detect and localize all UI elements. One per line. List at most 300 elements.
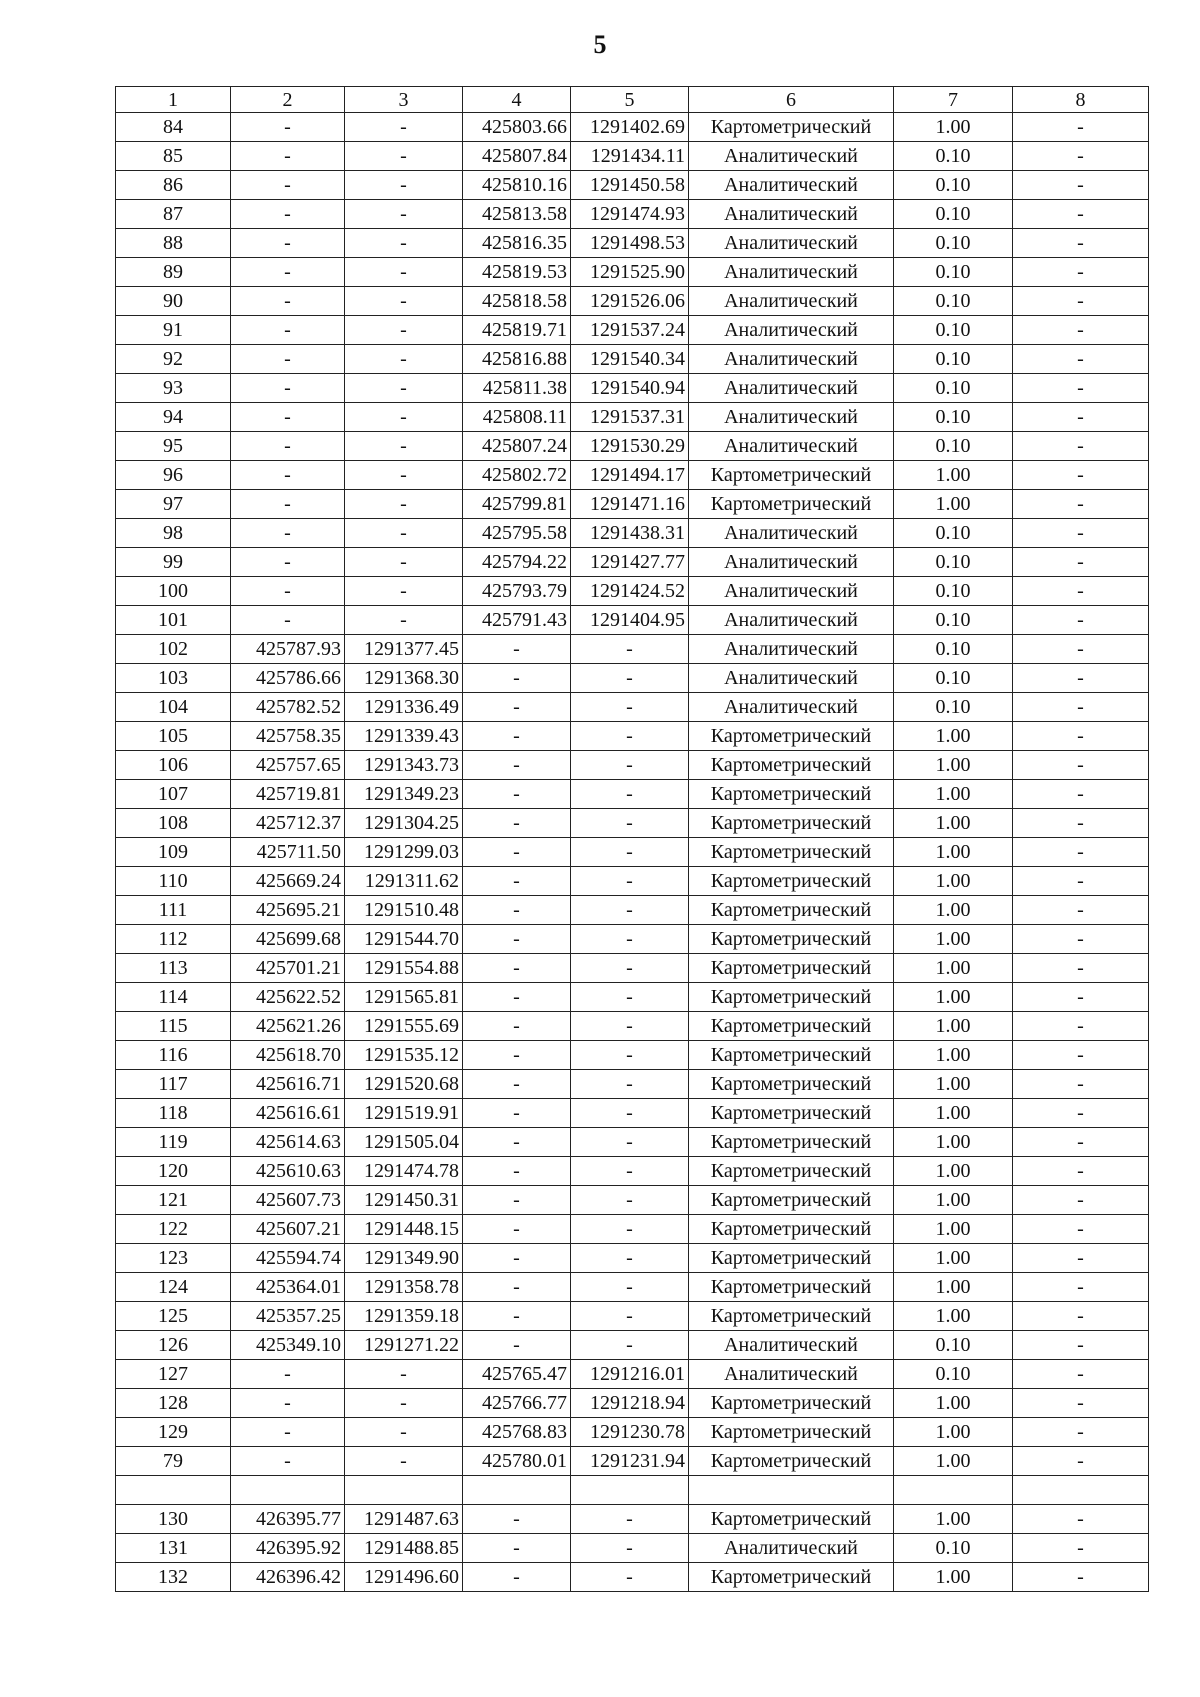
table-row <box>116 867 1149 896</box>
new-y-cell: 1291537.24 <box>571 316 689 345</box>
new-x-cell: - <box>463 1157 571 1186</box>
new-y-cell: - <box>571 1186 689 1215</box>
new-x-cell: 425791.43 <box>463 606 571 635</box>
method-cell: Аналитический <box>689 316 894 345</box>
new-y-cell: - <box>571 1273 689 1302</box>
table-row <box>116 316 1149 345</box>
point-number-cell: 120 <box>116 1157 231 1186</box>
method-cell: Картометрический <box>689 1012 894 1041</box>
table-row <box>116 142 1149 171</box>
table-row <box>116 751 1149 780</box>
new-y-cell: 1291231.94 <box>571 1447 689 1476</box>
accuracy-cell: 0.10 <box>894 316 1013 345</box>
description-cell: - <box>1013 1012 1149 1041</box>
description-cell: - <box>1013 1563 1149 1592</box>
point-number-cell <box>116 1476 231 1505</box>
method-cell: Картометрический <box>689 925 894 954</box>
new-y-cell: 1291402.69 <box>571 113 689 142</box>
table-row <box>116 1476 1149 1505</box>
new-x-cell: 425780.01 <box>463 1447 571 1476</box>
old-y-cell: - <box>345 432 463 461</box>
description-cell: - <box>1013 1534 1149 1563</box>
accuracy-cell: 1.00 <box>894 1157 1013 1186</box>
column-header: 4 <box>463 87 571 113</box>
old-x-cell: 426396.42 <box>231 1563 345 1592</box>
page-number: 5 <box>593 30 607 59</box>
new-y-cell: - <box>571 635 689 664</box>
point-number-cell: 123 <box>116 1244 231 1273</box>
old-x-cell: - <box>231 1418 345 1447</box>
accuracy-cell: 0.10 <box>894 142 1013 171</box>
old-y-cell: - <box>345 1447 463 1476</box>
new-x-cell: - <box>463 1563 571 1592</box>
description-cell: - <box>1013 838 1149 867</box>
old-y-cell: - <box>345 171 463 200</box>
method-cell: Аналитический <box>689 403 894 432</box>
method-cell: Картометрический <box>689 1418 894 1447</box>
point-number-cell: 88 <box>116 229 231 258</box>
old-x-cell: 425719.81 <box>231 780 345 809</box>
accuracy-cell: 0.10 <box>894 171 1013 200</box>
old-x-cell: - <box>231 287 345 316</box>
table-row <box>116 1157 1149 1186</box>
accuracy-cell: 0.10 <box>894 577 1013 606</box>
old-y-cell: - <box>345 1389 463 1418</box>
old-x-cell: 425758.35 <box>231 722 345 751</box>
accuracy-cell: 1.00 <box>894 1012 1013 1041</box>
table-body <box>116 87 1149 1592</box>
old-y-cell: 1291505.04 <box>345 1128 463 1157</box>
accuracy-cell: 0.10 <box>894 258 1013 287</box>
table-row <box>116 403 1149 432</box>
old-y-cell: 1291358.78 <box>345 1273 463 1302</box>
column-header: 8 <box>1013 87 1149 113</box>
old-x-cell: - <box>231 113 345 142</box>
accuracy-cell: 1.00 <box>894 113 1013 142</box>
new-y-cell: 1291471.16 <box>571 490 689 519</box>
old-x-cell: - <box>231 171 345 200</box>
coordinates-table <box>115 86 1149 1592</box>
method-cell: Картометрический <box>689 867 894 896</box>
new-y-cell: - <box>571 1070 689 1099</box>
point-number-cell: 92 <box>116 345 231 374</box>
table-row <box>116 1418 1149 1447</box>
description-cell: - <box>1013 1244 1149 1273</box>
table-row <box>116 896 1149 925</box>
old-y-cell: - <box>345 519 463 548</box>
description-cell: - <box>1013 519 1149 548</box>
old-x-cell: - <box>231 229 345 258</box>
description-cell: - <box>1013 635 1149 664</box>
accuracy-cell: 1.00 <box>894 867 1013 896</box>
column-header: 7 <box>894 87 1013 113</box>
new-y-cell: - <box>571 751 689 780</box>
description-cell: - <box>1013 142 1149 171</box>
old-y-cell: 1291368.30 <box>345 664 463 693</box>
new-x-cell: - <box>463 954 571 983</box>
accuracy-cell: 1.00 <box>894 925 1013 954</box>
old-x-cell: - <box>231 1447 345 1476</box>
method-cell: Картометрический <box>689 1389 894 1418</box>
new-x-cell: - <box>463 867 571 896</box>
method-cell <box>689 1476 894 1505</box>
new-y-cell: 1291424.52 <box>571 577 689 606</box>
description-cell: - <box>1013 751 1149 780</box>
column-header: 1 <box>116 87 231 113</box>
new-x-cell: 425768.83 <box>463 1418 571 1447</box>
description-cell: - <box>1013 606 1149 635</box>
new-y-cell: - <box>571 1505 689 1534</box>
new-y-cell: 1291530.29 <box>571 432 689 461</box>
point-number-cell: 84 <box>116 113 231 142</box>
point-number-cell: 115 <box>116 1012 231 1041</box>
point-number-cell: 112 <box>116 925 231 954</box>
description-cell: - <box>1013 1447 1149 1476</box>
point-number-cell: 93 <box>116 374 231 403</box>
old-y-cell: - <box>345 142 463 171</box>
point-number-cell: 132 <box>116 1563 231 1592</box>
table-row <box>116 983 1149 1012</box>
point-number-cell: 118 <box>116 1099 231 1128</box>
new-x-cell: 425765.47 <box>463 1360 571 1389</box>
column-header: 2 <box>231 87 345 113</box>
method-cell: Картометрический <box>689 1273 894 1302</box>
old-y-cell: 1291299.03 <box>345 838 463 867</box>
new-x-cell: 425766.77 <box>463 1389 571 1418</box>
new-y-cell: - <box>571 867 689 896</box>
new-x-cell: - <box>463 635 571 664</box>
method-cell: Картометрический <box>689 896 894 925</box>
table-row <box>116 1534 1149 1563</box>
new-x-cell: - <box>463 751 571 780</box>
table-row <box>116 200 1149 229</box>
new-x-cell: - <box>463 1215 571 1244</box>
point-number-cell: 99 <box>116 548 231 577</box>
method-cell: Аналитический <box>689 577 894 606</box>
method-cell: Картометрический <box>689 1099 894 1128</box>
description-cell: - <box>1013 1099 1149 1128</box>
old-y-cell: 1291311.62 <box>345 867 463 896</box>
new-y-cell: 1291438.31 <box>571 519 689 548</box>
new-y-cell: - <box>571 1563 689 1592</box>
accuracy-cell: 0.10 <box>894 432 1013 461</box>
description-cell: - <box>1013 983 1149 1012</box>
method-cell: Аналитический <box>689 664 894 693</box>
old-y-cell: 1291554.88 <box>345 954 463 983</box>
new-x-cell <box>463 1476 571 1505</box>
new-y-cell: 1291230.78 <box>571 1418 689 1447</box>
table-row <box>116 287 1149 316</box>
new-x-cell: 425802.72 <box>463 461 571 490</box>
new-y-cell: - <box>571 809 689 838</box>
old-x-cell: 425607.21 <box>231 1215 345 1244</box>
description-cell: - <box>1013 548 1149 577</box>
old-x-cell: - <box>231 490 345 519</box>
description-cell: - <box>1013 1041 1149 1070</box>
point-number-cell: 114 <box>116 983 231 1012</box>
old-x-cell: - <box>231 316 345 345</box>
description-cell: - <box>1013 1157 1149 1186</box>
new-y-cell: 1291540.94 <box>571 374 689 403</box>
new-y-cell: - <box>571 896 689 925</box>
method-cell: Картометрический <box>689 1302 894 1331</box>
new-x-cell: 425803.66 <box>463 113 571 142</box>
description-cell: - <box>1013 374 1149 403</box>
old-x-cell: 425614.63 <box>231 1128 345 1157</box>
point-number-cell: 131 <box>116 1534 231 1563</box>
method-cell: Картометрический <box>689 490 894 519</box>
point-number-cell: 102 <box>116 635 231 664</box>
new-y-cell: - <box>571 925 689 954</box>
old-x-cell: - <box>231 461 345 490</box>
point-number-cell: 85 <box>116 142 231 171</box>
accuracy-cell: 1.00 <box>894 490 1013 519</box>
accuracy-cell: 1.00 <box>894 1273 1013 1302</box>
new-x-cell: 425810.16 <box>463 171 571 200</box>
new-x-cell: 425795.58 <box>463 519 571 548</box>
old-x-cell: - <box>231 577 345 606</box>
new-y-cell: - <box>571 838 689 867</box>
table-row <box>116 113 1149 142</box>
method-cell: Картометрический <box>689 1157 894 1186</box>
method-cell: Аналитический <box>689 606 894 635</box>
method-cell: Аналитический <box>689 548 894 577</box>
description-cell: - <box>1013 1128 1149 1157</box>
description-cell: - <box>1013 490 1149 519</box>
new-y-cell: 1291525.90 <box>571 258 689 287</box>
old-y-cell: - <box>345 287 463 316</box>
method-cell: Аналитический <box>689 1331 894 1360</box>
new-x-cell: 425808.11 <box>463 403 571 432</box>
table-row <box>116 664 1149 693</box>
new-y-cell: - <box>571 1534 689 1563</box>
old-x-cell: 425669.24 <box>231 867 345 896</box>
old-x-cell: - <box>231 548 345 577</box>
description-cell: - <box>1013 925 1149 954</box>
old-x-cell: - <box>231 374 345 403</box>
method-cell: Картометрический <box>689 1505 894 1534</box>
new-y-cell: 1291218.94 <box>571 1389 689 1418</box>
method-cell: Картометрический <box>689 1186 894 1215</box>
description-cell: - <box>1013 896 1149 925</box>
old-x-cell: - <box>231 1389 345 1418</box>
method-cell: Аналитический <box>689 1360 894 1389</box>
column-header: 6 <box>689 87 894 113</box>
old-y-cell: 1291271.22 <box>345 1331 463 1360</box>
table-row <box>116 1070 1149 1099</box>
old-x-cell: - <box>231 1360 345 1389</box>
point-number-cell: 91 <box>116 316 231 345</box>
table-row <box>116 954 1149 983</box>
point-number-cell: 103 <box>116 664 231 693</box>
old-x-cell: 425787.93 <box>231 635 345 664</box>
new-y-cell: - <box>571 1302 689 1331</box>
new-x-cell: 425807.24 <box>463 432 571 461</box>
method-cell: Картометрический <box>689 954 894 983</box>
method-cell: Аналитический <box>689 432 894 461</box>
new-x-cell: - <box>463 1534 571 1563</box>
new-x-cell: - <box>463 809 571 838</box>
old-y-cell: 1291544.70 <box>345 925 463 954</box>
description-cell: - <box>1013 171 1149 200</box>
old-x-cell: 425699.68 <box>231 925 345 954</box>
table-row <box>116 780 1149 809</box>
old-y-cell: 1291535.12 <box>345 1041 463 1070</box>
accuracy-cell: 1.00 <box>894 1418 1013 1447</box>
table-row <box>116 1099 1149 1128</box>
table-row <box>116 693 1149 722</box>
old-y-cell: 1291519.91 <box>345 1099 463 1128</box>
accuracy-cell: 0.10 <box>894 635 1013 664</box>
description-cell: - <box>1013 577 1149 606</box>
old-y-cell: - <box>345 490 463 519</box>
table-row <box>116 1273 1149 1302</box>
point-number-cell: 87 <box>116 200 231 229</box>
table-row <box>116 1215 1149 1244</box>
old-y-cell: 1291565.81 <box>345 983 463 1012</box>
description-cell: - <box>1013 867 1149 896</box>
point-number-cell: 94 <box>116 403 231 432</box>
accuracy-cell: 0.10 <box>894 606 1013 635</box>
new-x-cell: - <box>463 983 571 1012</box>
new-x-cell: - <box>463 693 571 722</box>
description-cell: - <box>1013 461 1149 490</box>
new-y-cell: 1291537.31 <box>571 403 689 432</box>
old-y-cell: 1291339.43 <box>345 722 463 751</box>
new-x-cell: 425793.79 <box>463 577 571 606</box>
table-row <box>116 258 1149 287</box>
table-row <box>116 1389 1149 1418</box>
method-cell: Аналитический <box>689 519 894 548</box>
old-x-cell: - <box>231 258 345 287</box>
description-cell: - <box>1013 1302 1149 1331</box>
new-y-cell: - <box>571 780 689 809</box>
new-y-cell: - <box>571 722 689 751</box>
old-x-cell: 425357.25 <box>231 1302 345 1331</box>
description-cell: - <box>1013 200 1149 229</box>
new-x-cell: - <box>463 838 571 867</box>
column-header: 5 <box>571 87 689 113</box>
new-x-cell: 425813.58 <box>463 200 571 229</box>
new-y-cell: - <box>571 954 689 983</box>
column-header: 3 <box>345 87 463 113</box>
new-y-cell: 1291526.06 <box>571 287 689 316</box>
accuracy-cell: 0.10 <box>894 1534 1013 1563</box>
old-y-cell: - <box>345 374 463 403</box>
method-cell: Картометрический <box>689 1215 894 1244</box>
old-x-cell: 426395.77 <box>231 1505 345 1534</box>
point-number-cell: 116 <box>116 1041 231 1070</box>
new-x-cell: - <box>463 1186 571 1215</box>
table-row <box>116 1302 1149 1331</box>
method-cell: Аналитический <box>689 1534 894 1563</box>
old-x-cell: - <box>231 142 345 171</box>
description-cell: - <box>1013 693 1149 722</box>
old-x-cell: - <box>231 345 345 374</box>
point-number-cell: 106 <box>116 751 231 780</box>
description-cell <box>1013 1476 1149 1505</box>
old-y-cell: - <box>345 1360 463 1389</box>
description-cell: - <box>1013 113 1149 142</box>
point-number-cell: 86 <box>116 171 231 200</box>
method-cell: Аналитический <box>689 229 894 258</box>
old-y-cell: - <box>345 403 463 432</box>
method-cell: Картометрический <box>689 1447 894 1476</box>
old-x-cell: 425711.50 <box>231 838 345 867</box>
point-number-cell: 113 <box>116 954 231 983</box>
method-cell: Картометрический <box>689 722 894 751</box>
new-x-cell: - <box>463 1273 571 1302</box>
new-y-cell: 1291474.93 <box>571 200 689 229</box>
accuracy-cell: 1.00 <box>894 838 1013 867</box>
table-row <box>116 1186 1149 1215</box>
point-number-cell: 122 <box>116 1215 231 1244</box>
accuracy-cell: 1.00 <box>894 722 1013 751</box>
old-y-cell: 1291488.85 <box>345 1534 463 1563</box>
old-x-cell: - <box>231 606 345 635</box>
new-y-cell: 1291498.53 <box>571 229 689 258</box>
table-row <box>116 577 1149 606</box>
old-y-cell: - <box>345 577 463 606</box>
table-row <box>116 490 1149 519</box>
accuracy-cell: 1.00 <box>894 1505 1013 1534</box>
point-number-cell: 101 <box>116 606 231 635</box>
old-y-cell: - <box>345 316 463 345</box>
old-x-cell: - <box>231 432 345 461</box>
description-cell: - <box>1013 1389 1149 1418</box>
description-cell: - <box>1013 1331 1149 1360</box>
new-x-cell: - <box>463 1302 571 1331</box>
old-x-cell: 425618.70 <box>231 1041 345 1070</box>
new-x-cell: 425818.58 <box>463 287 571 316</box>
new-y-cell: 1291427.77 <box>571 548 689 577</box>
old-x-cell: 425616.61 <box>231 1099 345 1128</box>
old-y-cell <box>345 1476 463 1505</box>
new-y-cell: - <box>571 1244 689 1273</box>
accuracy-cell: 0.10 <box>894 693 1013 722</box>
table-row <box>116 1360 1149 1389</box>
description-cell: - <box>1013 345 1149 374</box>
old-y-cell: - <box>345 606 463 635</box>
point-number-cell: 124 <box>116 1273 231 1302</box>
table-row <box>116 722 1149 751</box>
method-cell: Аналитический <box>689 345 894 374</box>
accuracy-cell: 1.00 <box>894 954 1013 983</box>
point-number-cell: 96 <box>116 461 231 490</box>
new-y-cell: - <box>571 1012 689 1041</box>
new-x-cell: 425816.35 <box>463 229 571 258</box>
accuracy-cell: 0.10 <box>894 664 1013 693</box>
new-x-cell: - <box>463 780 571 809</box>
method-cell: Картометрический <box>689 983 894 1012</box>
old-y-cell: 1291349.90 <box>345 1244 463 1273</box>
new-y-cell: - <box>571 693 689 722</box>
new-x-cell: 425816.88 <box>463 345 571 374</box>
method-cell: Картометрический <box>689 113 894 142</box>
old-y-cell: 1291336.49 <box>345 693 463 722</box>
table-row <box>116 809 1149 838</box>
point-number-cell: 104 <box>116 693 231 722</box>
method-cell: Картометрический <box>689 751 894 780</box>
description-cell: - <box>1013 258 1149 287</box>
description-cell: - <box>1013 1186 1149 1215</box>
new-x-cell: - <box>463 1041 571 1070</box>
table-row <box>116 374 1149 403</box>
old-x-cell: 425701.21 <box>231 954 345 983</box>
point-number-cell: 129 <box>116 1418 231 1447</box>
description-cell: - <box>1013 1215 1149 1244</box>
point-number-cell: 117 <box>116 1070 231 1099</box>
